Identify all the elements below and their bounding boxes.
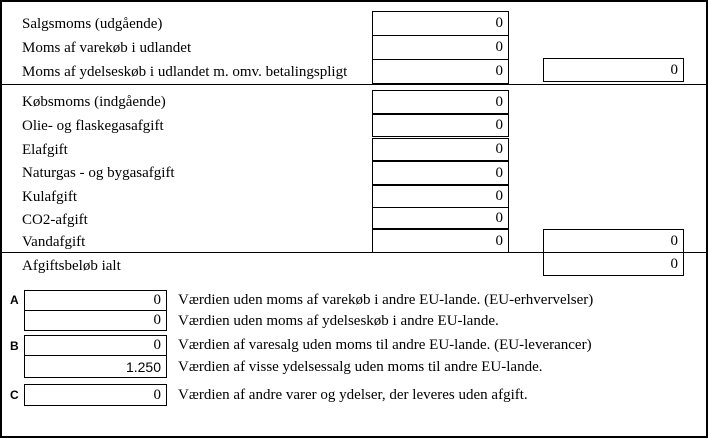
kulafgift-input[interactable]: 0 bbox=[372, 185, 509, 208]
eu-ydelseskob-input[interactable]: 0 bbox=[24, 310, 167, 331]
afgiftsbelob-ialt-label: Afgiftsbeløb ialt bbox=[22, 258, 121, 274]
section-divider bbox=[2, 84, 708, 85]
kulafgift-label: Kulafgift bbox=[22, 189, 77, 205]
row-c-letter: C bbox=[10, 388, 19, 402]
kobsmoms-label: Købsmoms (indgående) bbox=[22, 94, 166, 110]
andre-varer-input[interactable]: 0 bbox=[24, 384, 167, 406]
salgsmoms-input[interactable]: 0 bbox=[372, 11, 509, 36]
eu-ydelseskob-description: Værdien uden moms af ydelseskøb i andre EU-lande. bbox=[178, 313, 499, 329]
eu-ydelsessalg-description: Værdien af visse ydelsessalg uden moms til andre EU-lande. bbox=[178, 359, 543, 375]
row-b-letter: B bbox=[10, 339, 19, 353]
olie-flaskegas-label: Olie- og flaskegasafgift bbox=[22, 118, 164, 134]
moms-varekob-input[interactable]: 0 bbox=[372, 35, 509, 60]
eu-varesalg-description: Værdien af varesalg uden moms til andre EU-lande. (EU-leverancer) bbox=[178, 337, 592, 353]
moms-ydelseskob-input[interactable]: 0 bbox=[372, 59, 509, 84]
eu-varekob-input[interactable]: 0 bbox=[24, 290, 167, 311]
eu-ydelsessalg-input[interactable]: 1.250 bbox=[24, 355, 167, 378]
moms-ydelseskob-label: Moms af ydelseskøb i udlandet m. omv. betalingspligt bbox=[22, 64, 348, 80]
co2-afgift-label: CO2-afgift bbox=[22, 212, 88, 228]
co2-afgift-input[interactable]: 0 bbox=[372, 207, 509, 229]
elafgift-input[interactable]: 0 bbox=[372, 138, 509, 161]
row-a-letter: A bbox=[10, 293, 19, 307]
vandafgift-input[interactable]: 0 bbox=[372, 229, 509, 253]
moms-varekob-label: Moms af varekøb i udlandet bbox=[22, 40, 192, 56]
afgiftsbelob-ialt-input[interactable]: 0 bbox=[543, 252, 684, 276]
eu-varekob-description: Værdien uden moms af varekøb i andre EU-lande. (EU-erhvervelser) bbox=[178, 292, 594, 308]
elafgift-label: Elafgift bbox=[22, 142, 68, 158]
eu-varesalg-input[interactable]: 0 bbox=[24, 335, 167, 356]
olie-flaskegas-input[interactable]: 0 bbox=[372, 114, 509, 137]
vandafgift-label: Vandafgift bbox=[22, 234, 86, 250]
andre-varer-description: Værdien af andre varer og ydelser, der leveres uden afgift. bbox=[178, 387, 528, 403]
moms-ydelseskob-total-input[interactable]: 0 bbox=[543, 58, 684, 82]
kobsmoms-input[interactable]: 0 bbox=[372, 90, 509, 114]
naturgas-bygas-input[interactable]: 0 bbox=[372, 161, 509, 185]
naturgas-bygas-label: Naturgas - og bygasafgift bbox=[22, 165, 175, 181]
vandafgift-total-input[interactable]: 0 bbox=[543, 229, 684, 253]
salgsmoms-label: Salgsmoms (udgående) bbox=[22, 16, 163, 32]
